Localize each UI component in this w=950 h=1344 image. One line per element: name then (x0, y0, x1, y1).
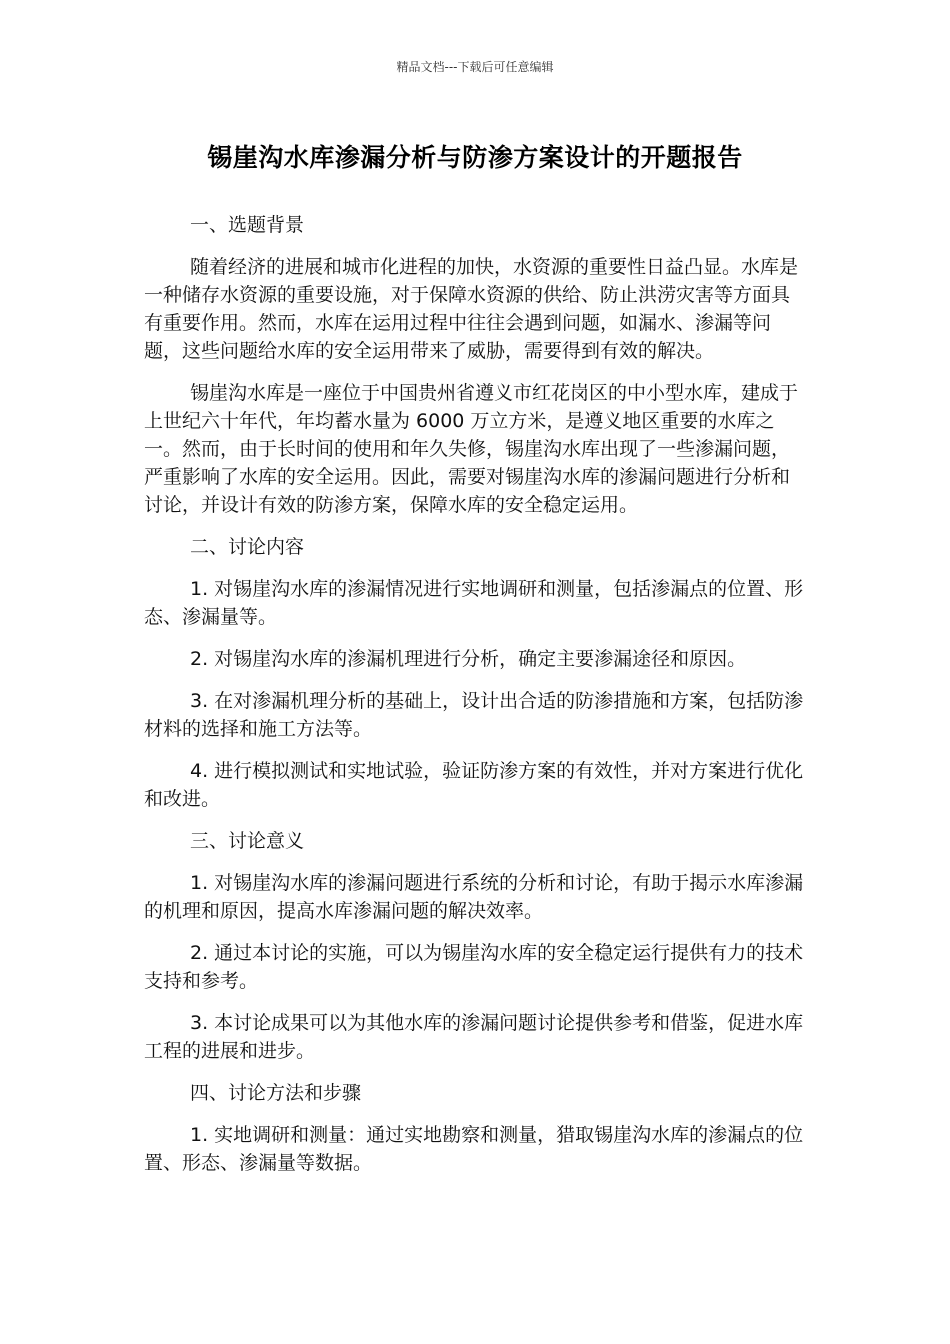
significance-item-2: 2. 通过本讨论的实施，可以为锡崖沟水库的安全稳定运行提供有力的技术支持和参考。 (144, 942, 804, 992)
content-item-4: 4. 进行模拟测试和实地试验，验证防渗方案的有效性，并对方案进行优化和改进。 (144, 760, 804, 810)
section-heading-significance: 三、讨论意义 (190, 830, 305, 852)
section-heading-background: 一、选题背景 (190, 214, 305, 236)
paragraph-background-2: 锡崖沟水库是一座位于中国贵州省遵义市红花岗区的中小型水库，建成于上世纪六十年代，年均蓄水量为 6000 万立方米，是遵义地区重要的水库之一。然而，由于长时间的使用和年久失修，锡崖沟水库出现了一些渗漏问题，严重影响了水库的安全运用。因此，需要对锡崖沟水库的渗漏问题进行分析和讨论，并设计有效的防渗方案，保障水库的安全稳定运用。 (144, 382, 799, 516)
significance-item-1: 1. 对锡崖沟水库的渗漏问题进行系统的分析和讨论，有助于揭示水库渗漏的机理和原因，提高水库渗漏问题的解决效率。 (144, 872, 804, 922)
methods-item-1: 1. 实地调研和测量：通过实地勘察和测量，猎取锡崖沟水库的渗漏点的位置、形态、渗漏量等数据。 (144, 1124, 804, 1174)
paragraph-background-1: 随着经济的进展和城市化进程的加快，水资源的重要性日益凸显。水库是一种储存水资源的重要设施，对于保障水资源的供给、防止洪涝灾害等方面具有重要作用。然而，水库在运用过程中往往会遇到问题，如漏水、渗漏等问题，这些问题给水库的安全运用带来了威胁，需要得到有效的解决。 (144, 256, 799, 362)
document-body (144, 211, 808, 1191)
content-item-3: 3. 在对渗漏机理分析的基础上，设计出合适的防渗措施和方案，包括防渗材料的选择和施工方法等。 (144, 690, 804, 740)
content-item-2: 2. 对锡崖沟水库的渗漏机理进行分析，确定主要渗漏途径和原因。 (190, 648, 747, 670)
section-heading-methods: 四、讨论方法和步骤 (190, 1082, 362, 1104)
content-item-1: 1. 对锡崖沟水库的渗漏情况进行实地调研和测量，包括渗漏点的位置、形态、渗漏量等。 (144, 578, 804, 628)
significance-item-3: 3. 本讨论成果可以为其他水库的渗漏问题讨论提供参考和借鉴，促进水库工程的进展和进步。 (144, 1012, 804, 1062)
page-header: 精品文档---下载后可任意编辑 (396, 60, 554, 74)
document-title: 锡崖沟水库渗漏分析与防渗方案设计的开题报告 (207, 143, 743, 172)
section-heading-content: 二、讨论内容 (190, 536, 305, 558)
